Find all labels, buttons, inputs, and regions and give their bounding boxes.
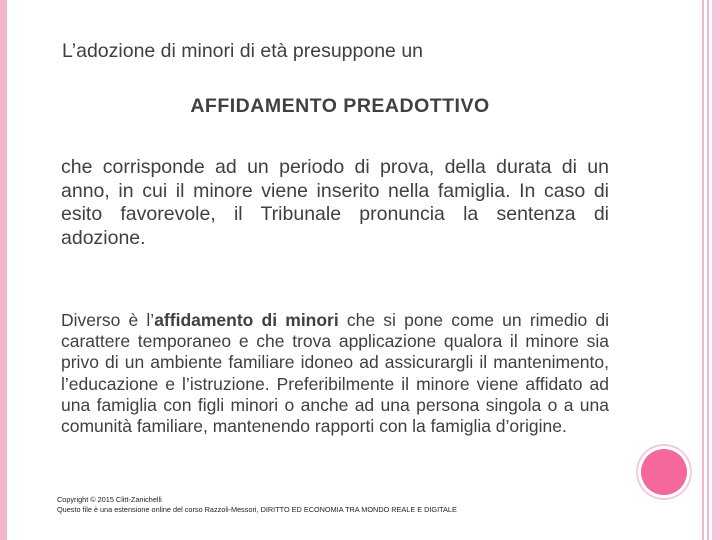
paragraph-foster-care <box>61 310 609 437</box>
paragraph-text: che si pone come un rimedio di carattere temporaneo e che trova applicazione qualora il minore sia privo di un ambiente familiare idoneo ad assicurargli il mantenimento, l’educazione e l’istruzione. Preferibilmente il minore viene affidato ad una famiglia con figli minori o anche ad una persona singola o a una comunità familiare, mantenendo rapporti con la famiglia d’origine. <box>61 310 609 437</box>
copyright-footer <box>57 495 457 515</box>
intro-text: L’adozione di minori di età presuppone un <box>62 40 424 62</box>
rail-stripe <box>707 0 709 540</box>
rail-stripe <box>712 0 720 540</box>
paragraph-text: Diverso è l’ <box>61 310 155 330</box>
rail-stripe <box>702 0 704 540</box>
bold-term: affidamento di minori <box>154 310 339 330</box>
slide-heading: AFFIDAMENTO PREADOTTIVO <box>190 95 490 117</box>
decorative-circle <box>641 449 687 495</box>
paragraph-preadoption: che corrisponde ad un periodo di prova, della durata di un anno, in cui il minore viene inserito nella famiglia. In caso di esito favorevole, il Tribunale pronuncia la sentenza di adozione. <box>61 156 609 249</box>
left-decorative-rail <box>0 0 7 540</box>
copyright-line: Copyright © 2015 Clitt-Zanichelli <box>57 495 162 504</box>
copyright-note: Questo file è una estensione online del corso Razzoli-Messori, DIRITTO ED ECONOMIA TRA MONDO REALE E DIGITALE <box>57 505 457 514</box>
right-decorative-rail <box>702 0 720 540</box>
